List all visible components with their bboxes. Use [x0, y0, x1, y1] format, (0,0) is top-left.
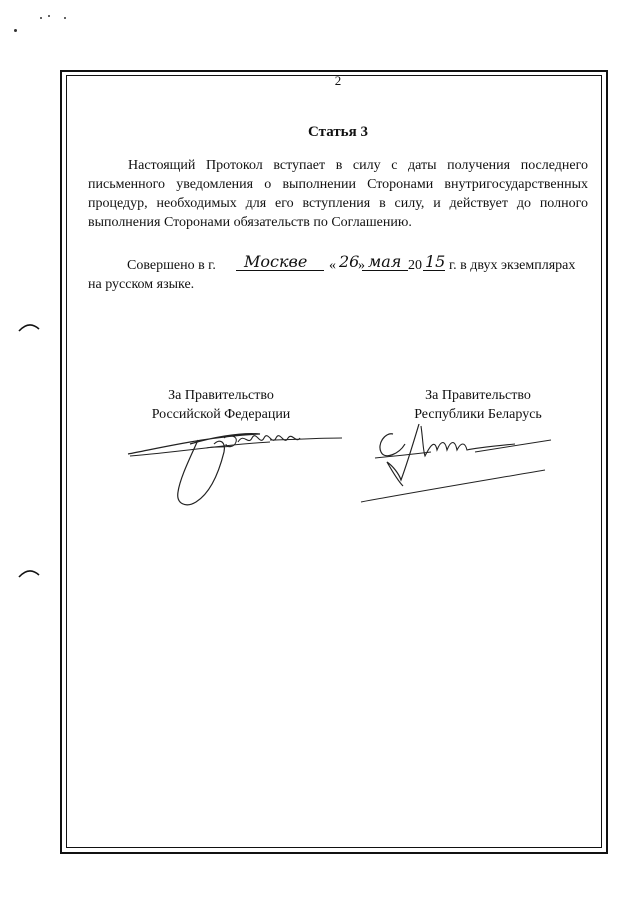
- quote-open: «: [329, 258, 336, 273]
- signing-suffix: г. в двух экземплярах: [449, 258, 576, 273]
- binder-hole-mark: [18, 568, 40, 578]
- signing-month: мая: [368, 252, 402, 271]
- binder-hole-mark: [18, 322, 40, 332]
- signature-belarus: [355, 414, 555, 506]
- signing-city: Москве: [244, 252, 308, 271]
- city-fill-line: [236, 270, 324, 271]
- article-heading: Статья 3: [308, 124, 368, 140]
- scan-speck: [14, 29, 17, 32]
- quote-close: »: [358, 258, 365, 273]
- signatory-belarus-line2: Республики Беларусь: [414, 407, 542, 422]
- signing-day: 26: [339, 252, 360, 271]
- signing-prefix: Совершено в г.: [127, 258, 216, 273]
- signatory-russia-line1: За Правительство: [168, 388, 274, 403]
- month-fill-line: [362, 270, 408, 271]
- year-suffix: 15: [425, 252, 446, 271]
- year-prefix: 20: [408, 258, 422, 273]
- scan-speck: [64, 17, 66, 19]
- signature-russia: [120, 418, 350, 518]
- signatory-russia-line2: Российской Федерации: [151, 407, 291, 422]
- scan-speck: [40, 17, 42, 19]
- signatory-belarus-line1: За Правительство: [425, 388, 531, 403]
- signing-line2: на русском языке.: [88, 277, 195, 292]
- page-number: 2: [334, 73, 342, 88]
- article-paragraph: Настоящий Протокол вступает в силу с даты получения последнего письменного уведомления о выполнении Сторонами внутригосударственных процедур, необходимых для его вступления в силу, и действует до полного выполнения Сторонами обязательств по Соглашению.: [88, 158, 588, 230]
- year-fill-line: [423, 270, 445, 271]
- scan-speck: [48, 15, 50, 17]
